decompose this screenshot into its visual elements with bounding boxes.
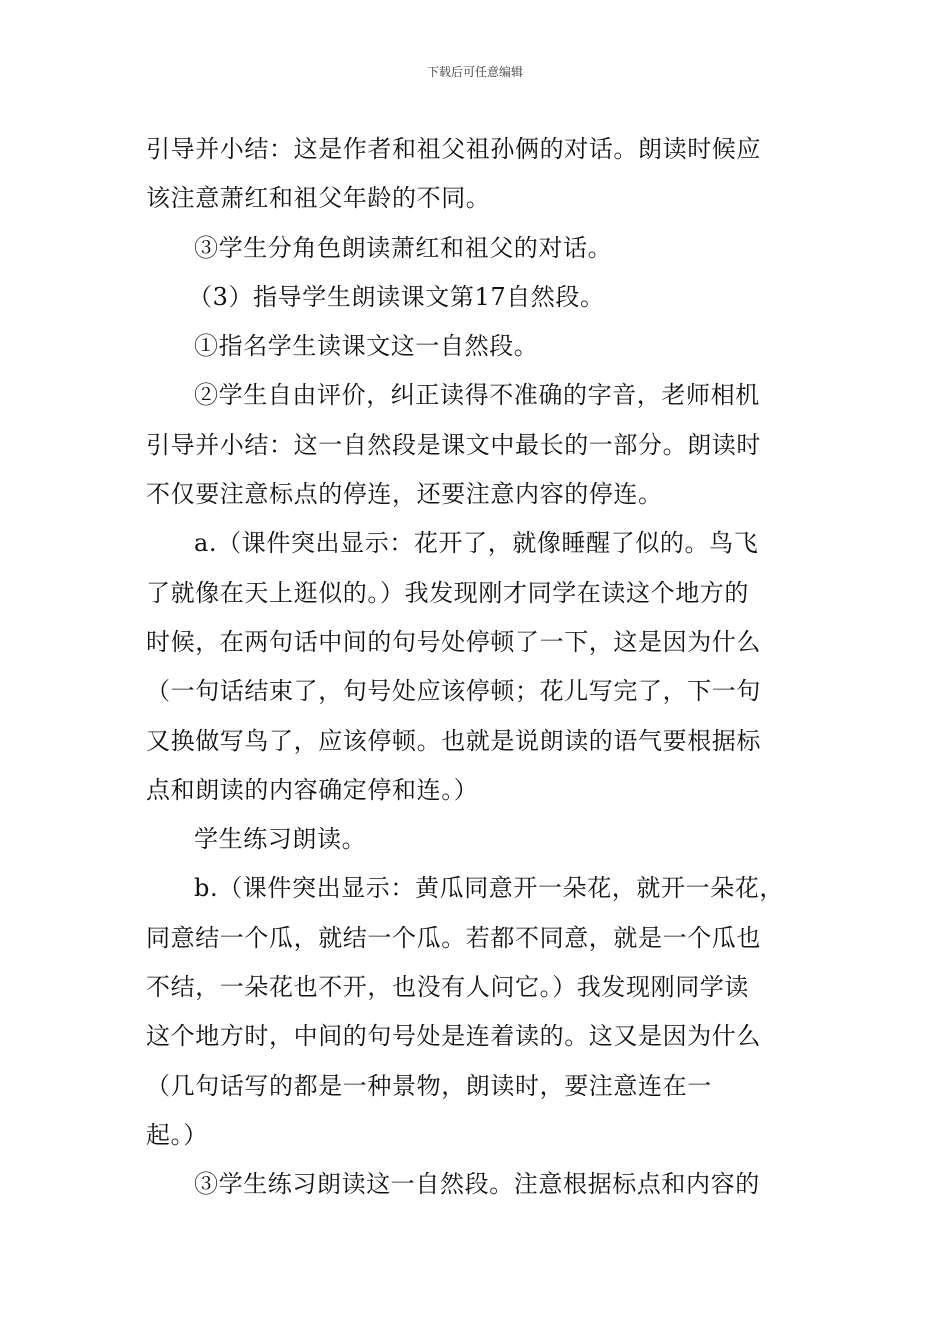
text-line: （3）指导学生朗读课文第17自然段。 [188,282,605,311]
text-line: （一句话结束了，句号处应该停顿；花儿写完了，下一句 [146,677,761,706]
text-line: 时候，在两句话中间的句号处停顿了一下，这是因为什么 [146,627,761,656]
page-header-note: 下载后可任意编辑 [426,65,523,79]
text-line: 引导并小结：这是作者和祖父祖孙俩的对话。朗读时候应 [146,135,761,163]
text-line: 学生练习朗读。 [194,825,367,854]
text-line: 点和朗读的内容确定停和连。） [146,775,479,804]
text-line: 不仅要注意标点的停连，还要注意内容的停连。 [146,480,663,509]
text-line: 该注意萧红和祖父年龄的不同。 [146,184,491,213]
text-line: a.（课件突出显示：花开了，就像睡醒了似的。鸟飞 [194,529,759,558]
text-line: ③学生练习朗读这一自然段。注意根据标点和内容的 [194,1170,760,1199]
text-line: ③学生分角色朗读萧红和祖父的对话。 [194,233,613,262]
text-line: 起。） [146,1120,208,1149]
text-line: 这个地方时，中间的句号处是连着读的。这又是因为什么 [146,1022,761,1051]
text-line: 不结，一朵花也不开，也没有人问它。）我发现刚同学读 [146,973,749,1002]
text-line: （几句话写的都是一种景物，朗读时，要注意连在一 [146,1071,712,1100]
text-line: 引导并小结：这一自然段是课文中最长的一部分。朗读时 [146,430,761,459]
text-line: ①指名学生读课文这一自然段。 [194,332,539,361]
text-line: 又换做写鸟了，应该停顿。也就是说朗读的语气要根据标 [146,726,761,755]
text-line: b.（课件突出显示：黄瓜同意开一朵花，就开一朵花， [194,874,784,903]
text-line: 同意结一个瓜，就结一个瓜。若都不同意，就是一个瓜也 [146,923,761,952]
text-line: ②学生自由评价，纠正读得不准确的字音，老师相机 [194,381,760,410]
text-line: 了就像在天上逛似的。）我发现刚才同学在读这个地方的 [146,578,749,607]
document-body [146,125,811,1210]
